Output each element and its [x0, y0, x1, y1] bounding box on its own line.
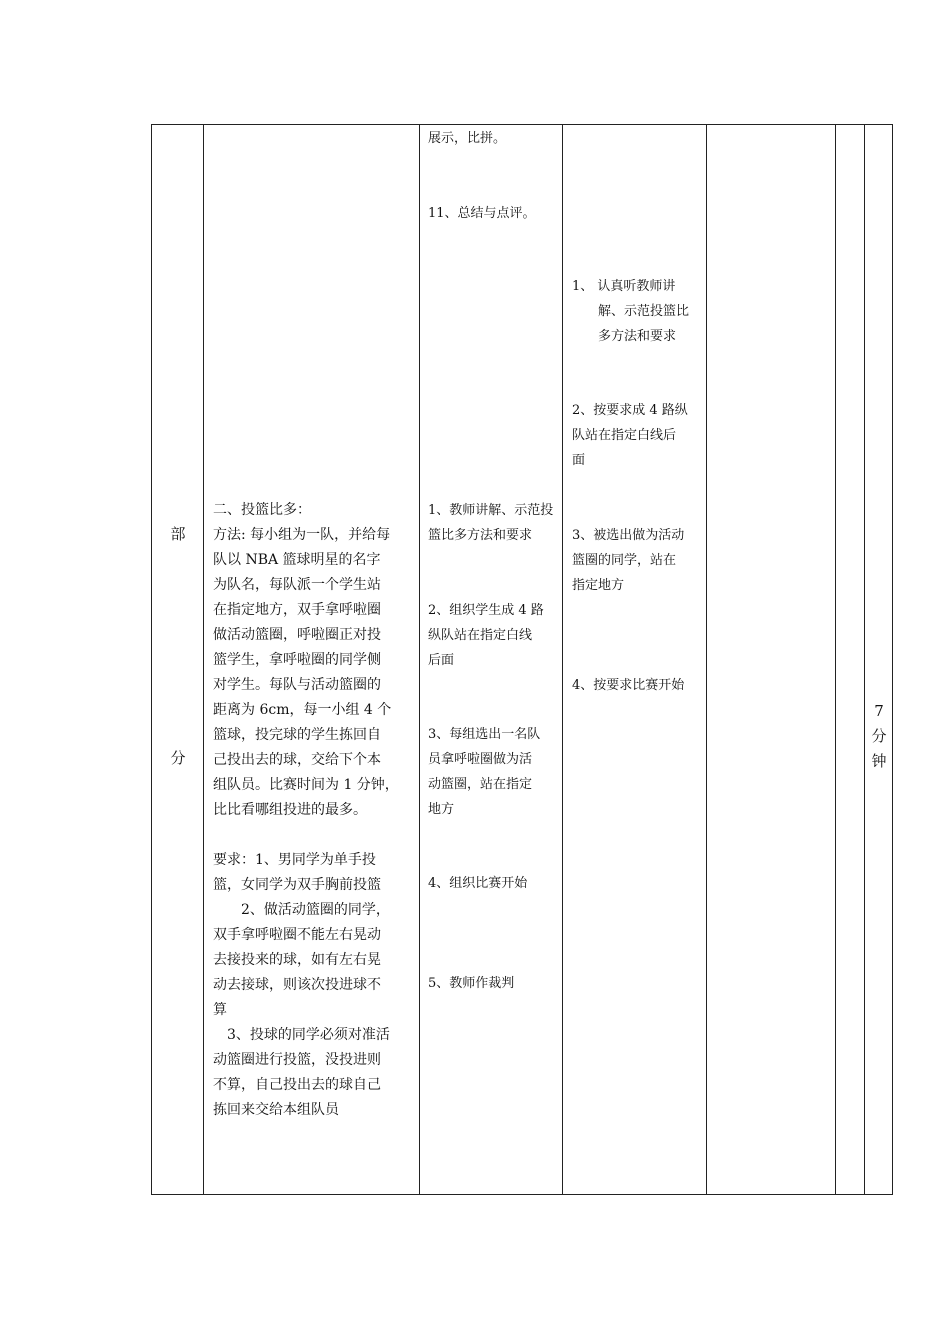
teacher-item-5 — [428, 971, 514, 996]
student-line: 篮圈的同学，站在 — [572, 553, 677, 568]
content-line: 方法: 每小组为一队，并给每 — [213, 527, 391, 543]
student-line: 队站在指定白线后 — [572, 428, 677, 443]
teacher-line: 4、组织比赛开始 — [428, 876, 528, 891]
teacher-line: 11、总结与点评。 — [428, 206, 536, 221]
content-line: 己投出去的球，交给下个本 — [213, 752, 381, 768]
content-line: 为队名，每队派一个学生站 — [213, 577, 381, 593]
content-line: 要求：1、男同学为单手投 — [213, 852, 376, 868]
content-text — [213, 498, 413, 1123]
content-cell — [213, 498, 413, 1123]
content-line: 对学生。每队与活动篮圈的 — [213, 677, 381, 693]
content-line: 队以 NBA 篮球明星的名字 — [213, 552, 381, 568]
student-item-4 — [572, 673, 684, 698]
student-line: 2、按要求成 4 路纵 — [572, 403, 688, 418]
student-line: 面 — [572, 453, 586, 468]
content-line: 3、投球的同学必须对准活 — [213, 1027, 390, 1043]
teacher-item-1 — [428, 498, 553, 548]
content-line: 动去接球，则该次投进球不 — [213, 977, 381, 993]
teacher-cell — [428, 125, 558, 1194]
teacher-line: 3、每组选出一名队 — [428, 727, 541, 742]
content-line: 篮学生，拿呼啦圈的同学侧 — [213, 652, 381, 668]
content-line: 去接投来的球，如有左右晃 — [213, 952, 381, 968]
student-line: 多方法和要求 — [572, 329, 677, 344]
time-number: 7 — [874, 702, 884, 720]
content-line: 拣回来交给本组队员 — [213, 1102, 339, 1118]
student-item-2 — [572, 398, 688, 473]
student-line: 4、按要求比赛开始 — [572, 678, 685, 693]
student-item-3 — [572, 523, 684, 598]
column-divider — [562, 125, 563, 1194]
section-char-top: 部 — [170, 525, 186, 543]
teacher-item-3 — [428, 722, 540, 822]
content-line: 在指定地方，双手拿呼啦圈 — [213, 602, 381, 618]
section-cell — [152, 125, 203, 1194]
student-line: 3、被选出做为活动 — [572, 528, 685, 543]
section-char-bottom: 分 — [170, 749, 186, 767]
content-line: 篮球，投完球的学生拣回自 — [213, 727, 381, 743]
lesson-table — [151, 124, 893, 1195]
content-line: 算 — [213, 1002, 227, 1018]
time-char: 钟 — [871, 752, 887, 770]
content-line: 距离为 6cm，每一小组 4 个 — [213, 702, 392, 718]
content-line: 2、做活动篮圈的同学， — [213, 902, 390, 918]
time-cell — [864, 125, 894, 1194]
teacher-line: 员拿呼啦圈做为活 — [428, 752, 533, 767]
content-line: 二、投篮比多： — [213, 502, 311, 518]
teacher-line: 纵队站在指定白线 — [428, 628, 533, 643]
content-line: 比比看哪组投进的最多。 — [213, 802, 367, 818]
empty-cell — [835, 125, 864, 1194]
teacher-item-4 — [428, 871, 527, 896]
teacher-line: 展示，比拼。 — [428, 131, 507, 146]
teacher-line: 5、教师作裁判 — [428, 976, 515, 991]
student-line: 解、示范投篮比 — [572, 304, 690, 319]
student-line: 1、 认真听教师讲 — [572, 279, 676, 294]
content-line: 双手拿呼啦圈不能左右晃动 — [213, 927, 381, 943]
content-line: 篮，女同学为双手胸前投篮 — [213, 877, 381, 893]
teacher-line: 动篮圈，站在指定 — [428, 777, 533, 792]
teacher-line: 后面 — [428, 653, 455, 668]
content-line: 做活动篮圈，呼啦圈正对投 — [213, 627, 381, 643]
student-cell — [572, 125, 702, 1194]
content-line: 动篮圈进行投篮，没投进则 — [213, 1052, 381, 1068]
teacher-summary — [428, 201, 536, 226]
time-char: 分 — [871, 727, 887, 745]
teacher-line: 篮比多方法和要求 — [428, 528, 533, 543]
teacher-item-2 — [428, 598, 544, 673]
empty-cell — [706, 125, 835, 1194]
teacher-line: 地方 — [428, 802, 455, 817]
content-line: 组队员。比赛时间为 1 分钟， — [213, 777, 399, 793]
teacher-top-text — [428, 126, 506, 151]
content-line — [213, 823, 413, 848]
student-line: 指定地方 — [572, 578, 625, 593]
column-divider — [419, 125, 420, 1194]
content-line: 不算，自己投出去的球自己 — [213, 1077, 381, 1093]
student-item-1 — [572, 274, 689, 349]
teacher-line: 2、组织学生成 4 路 — [428, 603, 544, 618]
column-divider — [203, 125, 204, 1194]
teacher-line: 1、教师讲解、示范投 — [428, 503, 554, 518]
